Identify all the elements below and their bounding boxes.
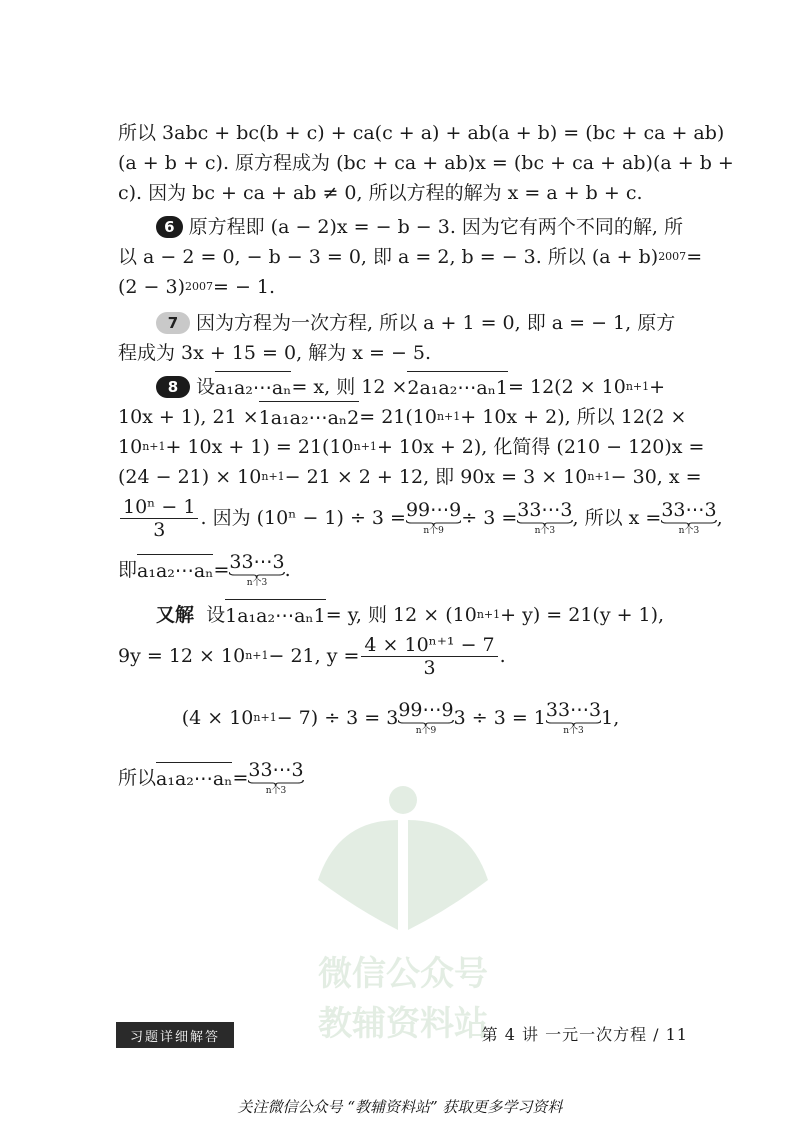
- denominator: 3: [153, 518, 166, 541]
- text: + 10x + 2), 所以 12(2 ×: [460, 406, 687, 428]
- fraction: [361, 634, 497, 679]
- overlined-number: a₁a₂⋯aₙ: [137, 554, 213, 586]
- text-line: [118, 148, 734, 178]
- text: = − 1.: [213, 276, 276, 298]
- text-line: [118, 338, 683, 368]
- text: (2 − 3): [118, 276, 186, 298]
- text: . 因为 (10ⁿ − 1) ÷ 3 =: [200, 507, 406, 529]
- text: 程成为 3x + 15 = 0, 解为 x = − 5.: [118, 342, 432, 364]
- watermark-dot: [389, 786, 417, 814]
- count-label: n个3: [246, 577, 268, 588]
- alt-solution: 又解 设 1a₁a₂⋯aₙ1 = y, 则 12 × (10 n+1 + y) = 21(y + 1),: [118, 600, 683, 630]
- text: (24 − 21) × 10: [118, 466, 262, 488]
- underbrace-number: [248, 758, 304, 796]
- count-label: n个3: [534, 525, 556, 536]
- text: 以 a − 2 = 0, − b − 3 = 0, 即 a = 2, b = − 3. 所以 (a + b): [118, 246, 659, 268]
- solution-text: [118, 118, 734, 804]
- text-line: 以 a − 2 = 0, − b − 3 = 0, 即 a = 2, b = − 3. 所以 (a + b) 2007 =: [118, 242, 683, 272]
- text: + 10x + 2), 化简得 (210 − 120)x =: [376, 436, 705, 458]
- text: = 21(10: [359, 406, 437, 428]
- text-line-2: (a + b + c). 原方程成为 (bc + ca + ab)x = (bc + ca + ab)(a + b +: [118, 152, 734, 174]
- count-label: n个3: [678, 525, 700, 536]
- text: 3 ÷ 3 = 1: [453, 707, 546, 729]
- watermark-line-2: 教辅资料站: [318, 1004, 488, 1044]
- text: = y, 则 12 × (10: [325, 604, 477, 626]
- text: 原方程即 (a − 2)x = − b − 3. 因为它有两个不同的解, 所: [188, 216, 683, 238]
- text: − 7) ÷ 3 = 3: [276, 707, 399, 729]
- digits: 99⋯9: [398, 698, 454, 721]
- text: = 12(2 × 10: [508, 376, 626, 398]
- numerator: 4 × 10ⁿ⁺¹ − 7: [361, 634, 497, 657]
- text: 所以: [118, 767, 157, 789]
- text-line: 9y = 12 × 10 n+1 − 21, y = $\frac{\text{4 × 10ⁿ⁺¹ − 7}}{3}$ .: [118, 633, 506, 679]
- text: 1,: [601, 707, 620, 729]
- text: 10x + 1), 21 ×: [118, 406, 259, 428]
- text: =: [686, 246, 703, 268]
- overlined-number: 1a₁a₂⋯aₙ2: [259, 401, 360, 433]
- fraction: [120, 496, 198, 541]
- text-line: [118, 178, 683, 208]
- problem-6: [118, 212, 683, 242]
- display-equation: (4 × 10 n+1 − 7) ÷ 3 = 3 99⋯9 n个9 3 ÷ 3 = 1 33⋯3 n个3 1,: [181, 698, 620, 736]
- watermark-logo: [298, 780, 508, 1060]
- denominator: 3: [423, 656, 436, 679]
- text-line: [118, 544, 683, 596]
- numerator: 10ⁿ − 1: [120, 496, 198, 519]
- text: , 所以 x =: [572, 507, 662, 529]
- overlined-number: 2a₁a₂⋯aₙ1: [407, 371, 508, 403]
- overlined-number: a₁a₂⋯aₙ: [215, 371, 291, 403]
- digits: 33⋯3: [661, 498, 717, 521]
- digits: 33⋯3: [229, 550, 285, 573]
- text: − 21, y =: [268, 645, 360, 667]
- underbrace-number: [661, 498, 717, 536]
- text-line: 10x + 1), 21 × 1a₁a₂⋯aₙ2 = 21(10 n+1 + 10x + 2), 所以 12(2 ×: [118, 402, 683, 432]
- text-line: (2 − 3) 2007 = − 1.: [118, 272, 683, 302]
- text: ÷ 3 =: [461, 507, 518, 529]
- digits: 33⋯3: [248, 758, 304, 781]
- text: + 10x + 1) = 21(10: [165, 436, 354, 458]
- text-line: [118, 118, 725, 148]
- bottom-note: 关注微信公众号 “教辅资料站” 获取更多学习资料: [237, 1098, 563, 1116]
- text: 设: [196, 376, 216, 398]
- digits: 33⋯3: [517, 498, 573, 521]
- text: ,: [716, 507, 723, 529]
- text-line: [118, 492, 723, 544]
- text: =: [213, 559, 230, 581]
- count-label: n个9: [423, 525, 444, 536]
- text: 10: [118, 436, 143, 458]
- overlined-number: a₁a₂⋯aₙ: [156, 762, 232, 794]
- footer-section-label: 习题详细解答: [116, 1022, 234, 1048]
- text: − 21 × 2 + 12, 即 90x = 3 × 10: [284, 466, 588, 488]
- underbrace-number: [229, 550, 285, 588]
- footer-page-info: 第 4 讲 一元一次方程 / 11: [481, 1025, 688, 1044]
- problem-7: [118, 308, 683, 338]
- problem-number-badge: 6: [156, 216, 183, 238]
- watermark-leaf-right: [408, 820, 488, 930]
- text-line: (24 − 21) × 10 n+1 − 21 × 2 + 12, 即 90x = 3 × 10 n+1 − 30, x =: [118, 462, 683, 492]
- text: (4 × 10: [181, 707, 254, 729]
- text: 因为方程为一次方程, 所以 a + 1 = 0, 即 a = − 1, 原方: [196, 312, 676, 334]
- problem-number-badge: 7: [156, 312, 190, 334]
- count-label: n个3: [265, 785, 287, 796]
- watermark-line-1: 微信公众号: [318, 954, 488, 994]
- text: =: [232, 767, 249, 789]
- watermark-leaf-left: [318, 820, 398, 930]
- text: 设: [206, 604, 226, 626]
- text: +: [649, 376, 666, 398]
- underbrace-number: [405, 498, 462, 536]
- digits: 33⋯3: [545, 698, 602, 721]
- text: .: [284, 559, 291, 581]
- underbrace-number: [545, 698, 602, 736]
- text: .: [499, 645, 506, 667]
- alt-solution-label: 又解: [156, 604, 195, 626]
- text-line-3: c). 因为 bc + ca + ab ≠ 0, 所以方程的解为 x = a + b + c.: [118, 182, 643, 204]
- underbrace-number: [517, 498, 573, 536]
- underbrace-number: [398, 698, 454, 736]
- text: + y) = 21(y + 1),: [500, 604, 665, 626]
- count-label: n个3: [563, 725, 584, 736]
- text: − 30, x =: [610, 466, 702, 488]
- overlined-number: 1a₁a₂⋯aₙ1: [225, 599, 326, 631]
- text: = x, 则 12 ×: [291, 376, 408, 398]
- text-line: 10 n+1 + 10x + 1) = 21(10 n+1 + 10x + 2), 化简得 (210 − 120)x =: [118, 432, 683, 462]
- text: 即: [118, 559, 138, 581]
- digits: 99⋯9: [405, 498, 462, 521]
- text: 9y = 12 × 10: [118, 645, 246, 667]
- problem-number-badge: 8: [156, 376, 190, 398]
- text-line-1: 所以 3abc + bc(b + c) + ca(c + a) + ab(a + b) = (bc + ca + ab): [118, 122, 725, 144]
- count-label: n个9: [415, 725, 437, 736]
- problem-8: 8 设 a₁a₂⋯aₙ = x, 则 12 × 2a₁a₂⋯aₙ1 = 12(2 × 10 n+1 +: [118, 372, 683, 402]
